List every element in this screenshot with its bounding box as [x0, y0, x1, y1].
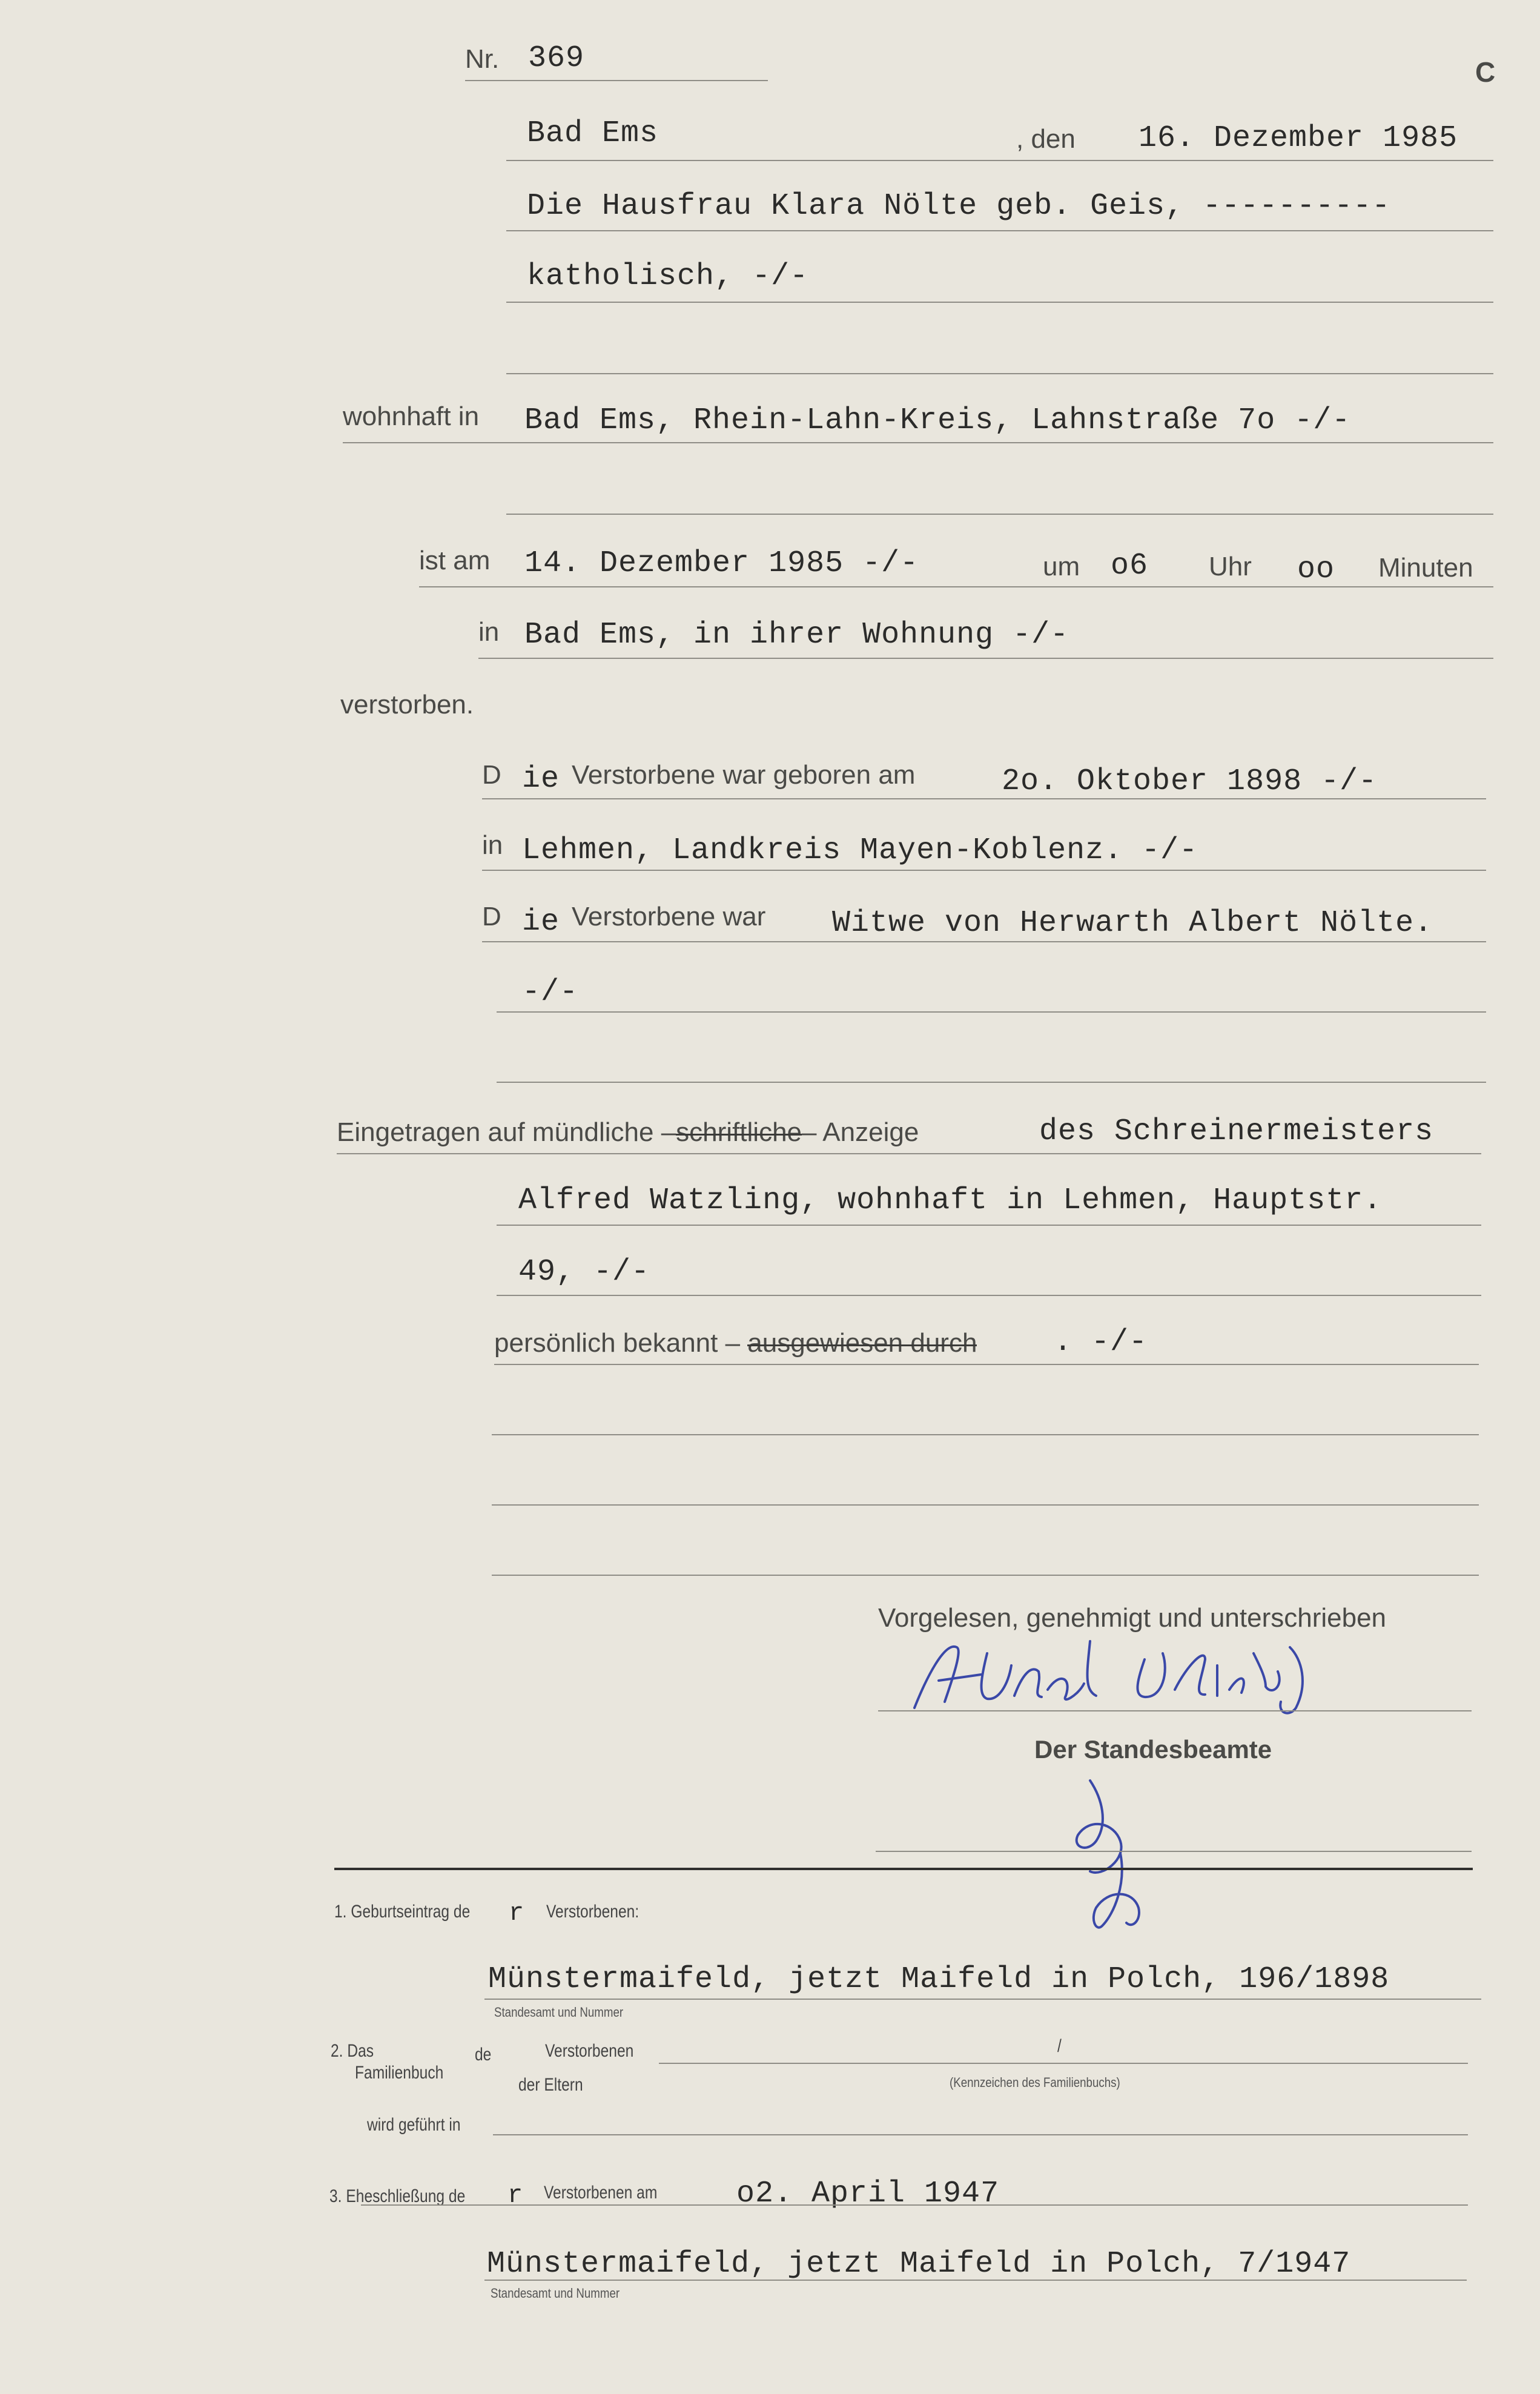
death-minutes: oo: [1297, 552, 1335, 587]
blank-line-6: [492, 1575, 1479, 1576]
read-approved-label: Vorgelesen, genehmigt und unterschrieben: [878, 1603, 1387, 1633]
marital-cont-line-a: [497, 1011, 878, 1013]
marital-cont-line-b: [862, 1011, 1486, 1013]
family-book-line: [659, 2063, 1468, 2064]
nr-value: 369: [528, 41, 585, 76]
footer-divider: [334, 1868, 1473, 1870]
birth-entry-suffix: Verstorbenen:: [546, 1902, 639, 1922]
informant-label-struck: schriftliche: [676, 1117, 802, 1147]
marital-label: Verstorbene war: [572, 902, 766, 931]
informant-line-3-rule: [497, 1295, 1481, 1296]
blank-line-2: [506, 514, 1493, 515]
birth-d-prefix: D: [482, 760, 501, 790]
family-book-verstorbenen: Verstorbenen: [545, 2041, 634, 2061]
birth-date: 2o. Oktober 1898 -/-: [1002, 764, 1378, 799]
known-label: [494, 1330, 977, 1357]
nr-label: Nr.: [465, 44, 500, 74]
known-label-pre: persönlich bekannt –: [494, 1328, 741, 1358]
marriage-value: Münstermaifeld, jetzt Maifeld in Polch, 7/1947: [487, 2247, 1351, 2281]
birth-entry-value: Münstermaifeld, jetzt Maifeld in Polch, 196/1898: [488, 1962, 1390, 1997]
birth-ie-typed: ie: [522, 762, 560, 796]
informant-label-post: – Anzeige: [802, 1117, 919, 1147]
name-line: [506, 230, 1493, 231]
informant-line-1-rule: [337, 1153, 1481, 1154]
blank-line-5: [492, 1504, 1479, 1506]
place-typed: Bad Ems: [527, 116, 659, 151]
registrar-signature-line: [876, 1851, 1472, 1852]
ist-am-label: ist am: [419, 546, 491, 575]
deceased-name: Die Hausfrau Klara Nölte geb. Geis, ----------: [527, 189, 1391, 223]
informant-label: [337, 1119, 919, 1146]
death-hour: o6: [1111, 549, 1149, 583]
marriage-suffix: Verstorbenen am: [544, 2183, 658, 2203]
verstorben-label: verstorben.: [340, 690, 474, 719]
death-in-label: in: [478, 617, 500, 647]
death-date: 14. Dezember 1985 -/-: [524, 546, 919, 581]
birth-entry-r: r: [509, 1899, 525, 1928]
uhr-label: Uhr: [1209, 552, 1252, 581]
birth-in-label: in: [482, 830, 503, 860]
death-place-line: [478, 658, 1493, 659]
place-date-line: [506, 160, 1493, 161]
blank-line-3: [497, 1082, 1486, 1083]
birth-place-line: [482, 870, 1486, 871]
family-book-slash: /: [1057, 2036, 1062, 2056]
blank-line-4: [492, 1434, 1479, 1435]
marriage-r: r: [507, 2181, 524, 2210]
residence-address: Bad Ems, Rhein-Lahn-Kreis, Lahnstraße 7o -/-: [524, 403, 1351, 438]
informant-signature: [902, 1629, 1363, 1720]
marriage-line: [361, 2204, 1468, 2206]
minuten-label: Minuten: [1378, 553, 1473, 583]
registrar-label: Der Standesbeamte: [1034, 1735, 1272, 1764]
birth-place: Lehmen, Landkreis Mayen-Koblenz. -/-: [522, 833, 1198, 868]
marriage-date: o2. April 1947: [736, 2177, 1000, 2211]
marital-ie-typed: ie: [522, 905, 560, 939]
known-line: [494, 1364, 1479, 1365]
birth-entry-label: 1. Geburtseintrag de: [334, 1902, 471, 1922]
den-label: , den: [1016, 124, 1076, 154]
death-place: Bad Ems, in ihrer Wohnung -/-: [524, 618, 1069, 652]
standesamt-label-1: Standesamt und Nummer: [494, 2005, 624, 2020]
corner-letter: C: [1475, 56, 1496, 88]
registrar-signature: [1054, 1774, 1187, 1932]
family-book-de: de: [475, 2045, 492, 2065]
family-book-gefuehrt-line: [493, 2134, 1468, 2135]
standesamt-label-2: Standesamt und Nummer: [491, 2286, 620, 2301]
informant-line-2: Alfred Watzling, wohnhaft in Lehmen, Hauptstr.: [518, 1183, 1383, 1218]
marital-line: [482, 941, 1486, 942]
religion-line: [506, 302, 1493, 303]
family-book-label: Familienbuch: [355, 2063, 444, 2083]
informant-signature-line: [878, 1710, 1472, 1711]
date-typed: 16. Dezember 1985: [1138, 121, 1458, 156]
informant-line-3: 49, -/-: [518, 1255, 650, 1289]
birth-date-line: [482, 798, 1486, 799]
nr-line: [465, 80, 768, 81]
marriage-value-line: [484, 2280, 1467, 2281]
family-book-gefuehrt: wird geführt in: [367, 2115, 461, 2135]
residence-line: [343, 442, 1493, 443]
family-book-kennzeichen: (Kennzeichen des Familienbuchs): [950, 2075, 1120, 2090]
informant-label-pre: Eingetragen auf mündliche –: [337, 1117, 676, 1147]
marital-status: Witwe von Herwarth Albert Nölte.: [832, 906, 1433, 941]
birth-entry-line: [484, 1999, 1481, 2000]
marital-cont: -/-: [522, 975, 579, 1010]
known-label-struck: ausgewiesen durch: [747, 1328, 977, 1358]
family-book-num: 2. Das: [331, 2041, 374, 2061]
known-typed: . -/-: [1054, 1325, 1148, 1360]
birth-label: Verstorbene war geboren am: [572, 760, 916, 790]
um-label: um: [1043, 552, 1080, 581]
death-date-line: [419, 586, 1493, 587]
marital-d-prefix: D: [482, 902, 501, 931]
marriage-label: 3. Eheschließung de: [329, 2186, 466, 2206]
blank-line-1: [506, 373, 1493, 374]
informant-line-1: des Schreinermeisters: [1039, 1114, 1434, 1149]
informant-line-2-rule: [497, 1225, 1481, 1226]
religion: katholisch, -/-: [527, 259, 809, 294]
family-book-eltern: der Eltern: [518, 2075, 583, 2095]
wohnhaft-label: wohnhaft in: [343, 402, 480, 431]
